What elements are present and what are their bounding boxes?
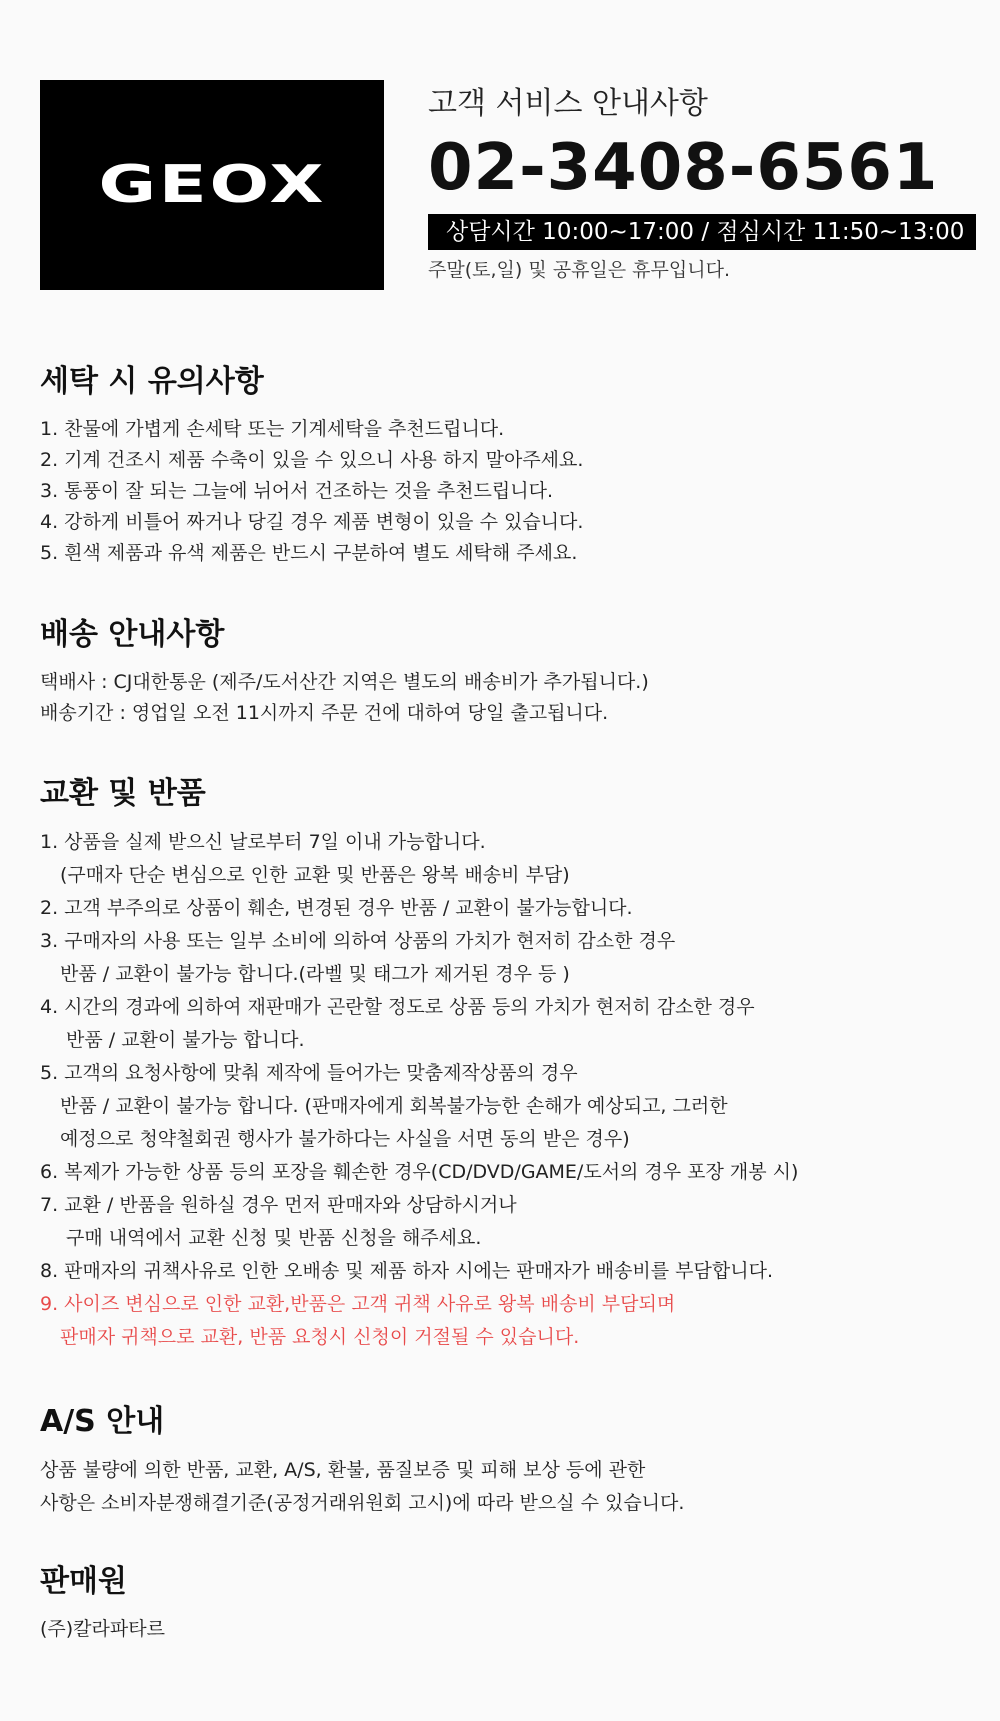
seller-title: 판매원	[40, 1564, 127, 1599]
cs-title: 고객 서비스 안내사항	[428, 86, 708, 121]
returns-line: 반품 / 교환이 불가능 합니다.	[66, 1029, 305, 1051]
brand-logo	[40, 80, 384, 290]
as-section	[40, 1402, 960, 1520]
washing-section	[40, 362, 960, 569]
shipping-line: 배송기간 : 영업일 오전 11시까지 주문 건에 대하여 당일 출고됩니다.	[40, 702, 609, 724]
returns-line: 구매 내역에서 교환 신청 및 반품 신청을 해주세요.	[66, 1227, 482, 1249]
washing-line: 5. 흰색 제품과 유색 제품은 반드시 구분하여 별도 세탁해 주세요.	[40, 542, 578, 564]
returns-line: 반품 / 교환이 불가능 합니다.(라벨 및 태그가 제거된 경우 등 )	[60, 963, 570, 985]
washing-line: 1. 찬물에 가볍게 손세탁 또는 기계세탁을 추천드립니다.	[40, 418, 505, 440]
returns-line: 반품 / 교환이 불가능 합니다. (판매자에게 회복불가능한 손해가 예상되고, 그러한	[60, 1095, 728, 1117]
shipping-section	[40, 615, 960, 729]
returns-warning-line: 판매자 귀책으로 교환, 반품 요청시 신청이 거절될 수 있습니다.	[60, 1326, 580, 1348]
returns-line: (구매자 단순 변심으로 인한 교환 및 반품은 왕복 배송비 부담)	[60, 864, 570, 886]
returns-line: 1. 상품을 실제 받으신 날로부터 7일 이내 가능합니다.	[40, 831, 486, 853]
seller-name: (주)칼라파타르	[40, 1618, 165, 1640]
washing-line: 2. 기계 건조시 제품 수축이 있을 수 있으니 사용 하지 말아주세요.	[40, 449, 584, 471]
shipping-line: 택배사 : CJ대한통운 (제주/도서산간 지역은 별도의 배송비가 추가됩니다.)	[40, 671, 649, 693]
returns-title: 교환 및 반품	[40, 776, 206, 811]
shipping-title: 배송 안내사항	[40, 617, 225, 652]
cs-closed-notice: 주말(토,일) 및 공휴일은 휴무입니다.	[428, 259, 730, 281]
washing-line: 3. 통풍이 잘 되는 그늘에 뉘어서 건조하는 것을 추천드립니다.	[40, 480, 553, 502]
returns-warning-line: 9. 사이즈 변심으로 인한 교환,반품은 고객 귀책 사유로 왕복 배송비 부담되며	[40, 1293, 676, 1315]
returns-line: 3. 구매자의 사용 또는 일부 소비에 의하여 상품의 가치가 현저히 감소한 경우	[40, 930, 676, 952]
returns-line: 8. 판매자의 귀책사유로 인한 오배송 및 제품 하자 시에는 판매자가 배송비를 부담합니다.	[40, 1260, 773, 1282]
returns-line: 7. 교환 / 반품을 원하실 경우 먼저 판매자와 상담하시거나	[40, 1194, 517, 1216]
returns-line: 6. 복제가 가능한 상품 등의 포장을 훼손한 경우(CD/DVD/GAME/도서의 경우 포장 개봉 시)	[40, 1161, 799, 1183]
logo-text: GEOX	[98, 155, 326, 215]
as-line: 상품 불량에 의한 반품, 교환, A/S, 환불, 품질보증 및 피해 보상 등에 관한	[40, 1459, 646, 1481]
cs-hours-badge: 상담시간 10:00~17:00 / 점심시간 11:50~13:00	[428, 214, 976, 250]
returns-line: 5. 고객의 요청사항에 맞춰 제작에 들어가는 맞춤제작상품의 경우	[40, 1062, 578, 1084]
returns-line: 4. 시간의 경과에 의하여 재판매가 곤란할 정도로 상품 등의 가치가 현저히 감소한 경우	[40, 996, 755, 1018]
seller-section	[40, 1562, 960, 1645]
washing-title: 세탁 시 유의사항	[40, 364, 264, 399]
cs-phone-number: 02-3408-6561	[428, 131, 939, 205]
returns-line: 예정으로 청약철회권 행사가 불가하다는 사실을 서면 동의 받은 경우)	[60, 1128, 630, 1150]
customer-service-block	[428, 84, 968, 284]
as-line: 사항은 소비자분쟁해결기준(공정거래위원회 고시)에 따라 받으실 수 있습니다.	[40, 1492, 685, 1514]
returns-line: 2. 고객 부주의로 상품이 훼손, 변경된 경우 반품 / 교환이 불가능합니다.	[40, 897, 633, 919]
returns-section	[40, 774, 960, 1354]
as-title: A/S 안내	[40, 1404, 165, 1439]
washing-line: 4. 강하게 비틀어 짜거나 당길 경우 제품 변형이 있을 수 있습니다.	[40, 511, 584, 533]
